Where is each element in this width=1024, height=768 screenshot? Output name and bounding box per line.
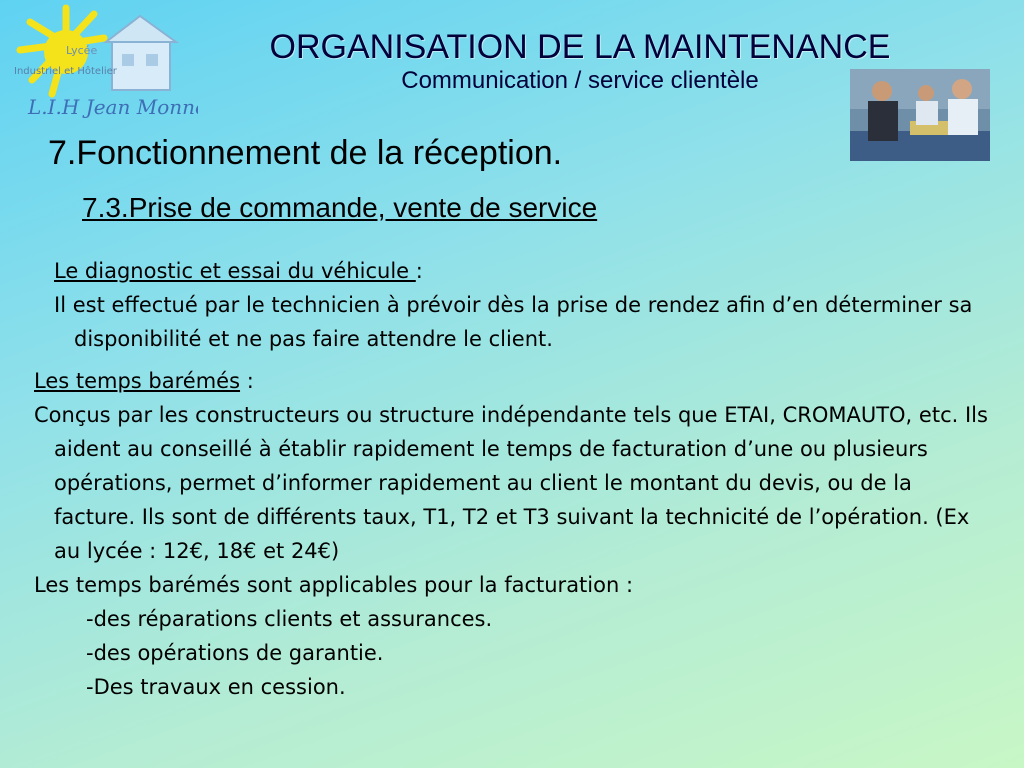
temps-text: Conçus par les constructeurs ou structure indépendante tels que ETAI, CROMAUTO, etc. Ils aident au conseillé à établir rapidement le temps de facturation d’une ou plusieurs opérations, permet d’informer rapidement au client le montant du devis, ou de la facture. Ils sont de différents taux, T1, T2 et T3 suivant la technicité de l’opération. (Ex au lycée : 12€, 18€ et 24€): [34, 403, 988, 563]
diagnostic-colon: :: [415, 259, 423, 283]
temps-heading: [34, 364, 994, 398]
diagnostic-label: Le diagnostic et essai du véhicule: [54, 259, 416, 283]
school-logo: [8, 2, 198, 127]
temps-colon: :: [240, 369, 254, 393]
temps-label: Les temps barémés: [34, 369, 241, 393]
list-item: -Des travaux en cession.: [86, 675, 346, 699]
section-heading: 7.Fonctionnement de la réception.: [48, 134, 563, 172]
diagnostic-heading: [54, 254, 994, 288]
list-item: -des réparations clients et assurances.: [86, 607, 493, 631]
page-title: ORGANISATION DE LA MAINTENANCE: [269, 28, 891, 66]
logo-text-industriel: Industriel et Hôtelier: [14, 66, 117, 77]
list-item: -des opérations de garantie.: [86, 641, 384, 665]
logo-text-lycee: Lycée: [66, 44, 98, 57]
page-subtitle: Communication / service clientèle: [401, 67, 759, 94]
temps-applicable: Les temps barémés sont applicables pour la facturation :: [34, 573, 634, 597]
temps-section: [34, 364, 994, 704]
diagnostic-text: Il est effectué par le technicien à prévoir dès la prise de rendez afin d’en déterminer sa disponibilité et ne pas faire attendre le client.: [54, 293, 973, 351]
logo-signature: L.I.H Jean Monnet: [28, 95, 198, 119]
diagnostic-section: [54, 254, 994, 356]
sub-heading: 7.3.Prise de commande, vente de service: [82, 192, 598, 223]
header: [200, 28, 960, 96]
